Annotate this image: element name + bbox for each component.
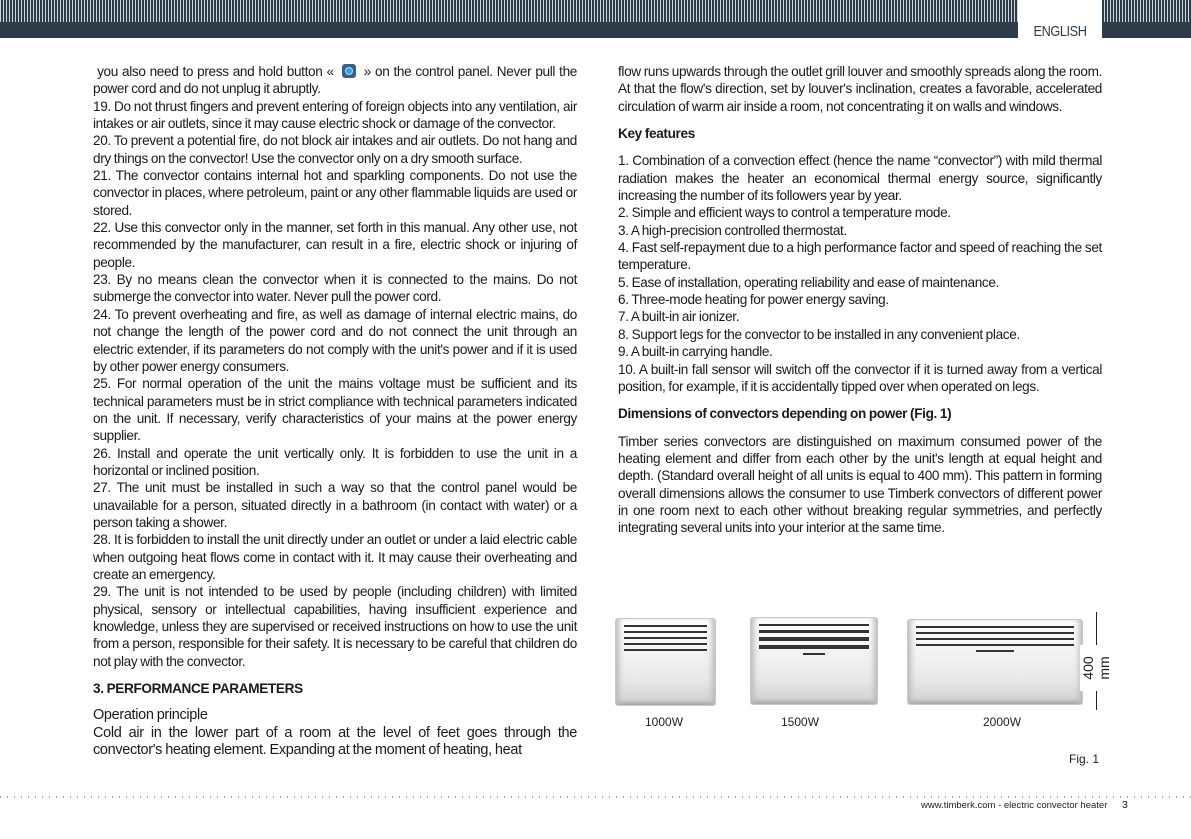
feature-item: 8. Support legs for the convector to be installed in any convenient place. [618,326,1020,342]
safety-item: 27. The unit must be installed in such a way so that the control panel would be unavailable for a person, situated directly in a bathroom (in contact with water) or a person taking a shower. [93,480,577,530]
feature-item: 9. A built-in carrying handle. [618,344,773,360]
feature-item: 6. Three-mode heating for power energy saving. [618,292,889,308]
dimensions-title: Dimensions of convectors depending on power (Fig. 1) [618,406,952,422]
header-stripes [0,0,1191,22]
feature-item: 4. Fast self-repayment due to a high performance factor and speed of reaching the set temperature. [618,240,1102,273]
model-label: 2000W [983,715,1022,729]
safety-item: 23. By no means clean the convector when it is connected to the mains. Do not submerge the convector into water. Never pull the power cord. [93,272,577,305]
model-label: 1000W [645,715,684,729]
feature-item: 3. A high-precision controlled thermostat. [618,222,847,238]
safety-item: 26. Install and operate the unit vertically only. It is forbidden to use the unit in a horizontal or inclined position. [93,445,577,478]
footer-divider [0,796,1191,798]
heater-1500w-image [750,617,878,705]
intro-before: you also need to press and hold button « [97,64,334,79]
intro-after: » on the control panel. Never pull the power cord and do not unplug it abruptly. [93,64,577,97]
subsection-title: Operation principle [93,707,208,724]
model-label: 1500W [781,715,820,729]
right-column [618,63,1102,537]
footer-text: www.timberk.com - electric convector heater [921,800,1108,811]
feature-item: 5. Ease of installation, operating reliability and ease of maintenance. [618,274,999,290]
page-number: 3 [1122,799,1128,811]
language-label [1018,0,1102,40]
feature-item: 7. A built-in air ionizer. [618,309,740,325]
height-label: 400 mm [1080,645,1112,691]
heater-1000w-image [615,618,716,706]
principle-text: Cold air in the lower part of a room at the level of feet goes through the convector's heating element. Expanding at the moment of heating, heat [93,724,577,759]
heater-2000w-image [907,619,1083,705]
section-title: 3. PERFORMANCE PARAMETERS [93,681,303,697]
safety-item: 21. The convector contains internal hot and sparkling components. Do not use the convector in places, where petroleum, paint or any other flammable liquids are used or stored. [93,168,577,218]
feature-item: 10. A built-in fall sensor will switch off the convector if it is turned away from a vertical position, for example, if it is accidentally tipped over when operated on legs. [618,361,1102,394]
continuation-text: flow runs upwards through the outlet grill louver and smoothly spreads along the room. At that the flow's direction, set by louver's inclination, creates a favorable, accelerated circulation of warm air inside a room, not concentrating it on walls and windows. [618,64,1102,114]
safety-item: 22. Use this convector only in the manner, set forth in this manual. Any other use, not recommended by the manufacturer, can result in a fire, electric shock or injuring of people. [93,220,577,270]
left-column [93,63,577,759]
figure-caption: Fig. 1 [1069,752,1100,766]
safety-item: 29. The unit is not intended to be used by people (including children) with limited physical, sensory or intellectual capabilities, having insufficient experience and knowledge, unless they are supervised or received instructions on how to use the unit from a person, responsible for their safety. It is necessary to be careful that children do not play with the convector. [93,584,577,669]
safety-item: 19. Do not thrust fingers and prevent entering of foreign objects into any ventilation, air intakes or air outlets, since it may cause electric shock or damage of the convector. [93,98,577,132]
safety-item: 28. It is forbidden to install the unit directly under an outlet or under a laid electric cable when outgoing heat flows come in contact with it. It may cause their overheating and create an emergency. [93,532,577,582]
features-title: Key features [618,126,695,142]
dimensions-text: Timber series convectors are distinguished on maximum consumed power of the heating element and differ from each other by the unit's length at equal height and depth. (Standard overall height of all units is equal to 400 mm). This pattern in forming overall dimensions allows the consumer to use Timberk convectors of different power in one room next to each other without breaking regular symmetries, and perfectly integrating several units into your interior at the same time. [618,433,1102,536]
feature-item: 2. Simple and efficient ways to control a temperature mode. [618,205,951,221]
safety-item: 24. To prevent overheating and fire, as well as damage of internal electric mains, do not change the length of the power cord and do not connect the unit through an electric extender, if its parameters do not comply with the unit's power and if it is used by other power energy consumers. [93,306,577,374]
language-text: ENGLISH [1033,23,1087,40]
intro-paragraph [93,63,577,98]
safety-item: 25. For normal operation of the unit the mains voltage must be sufficient and its technical parameters must be in strict compliance with technical parameters indicated on the unit. If necessary, verify characteristics of your mains at the power energy supplier. [93,376,577,444]
safety-item: 20. To prevent a potential fire, do not block air intakes and air outlets. Do not hang and dry things on the convector! Use the convector only on a dry smooth surface. [93,133,577,166]
feature-item: 1. Combination of a convection effect (hence the name “convector”) with mild thermal radiation makes the heater an economical thermal energy source, significantly increasing the number of its followers year by year. [618,153,1102,204]
power-button-icon [342,64,356,78]
header-bar [0,0,1191,38]
